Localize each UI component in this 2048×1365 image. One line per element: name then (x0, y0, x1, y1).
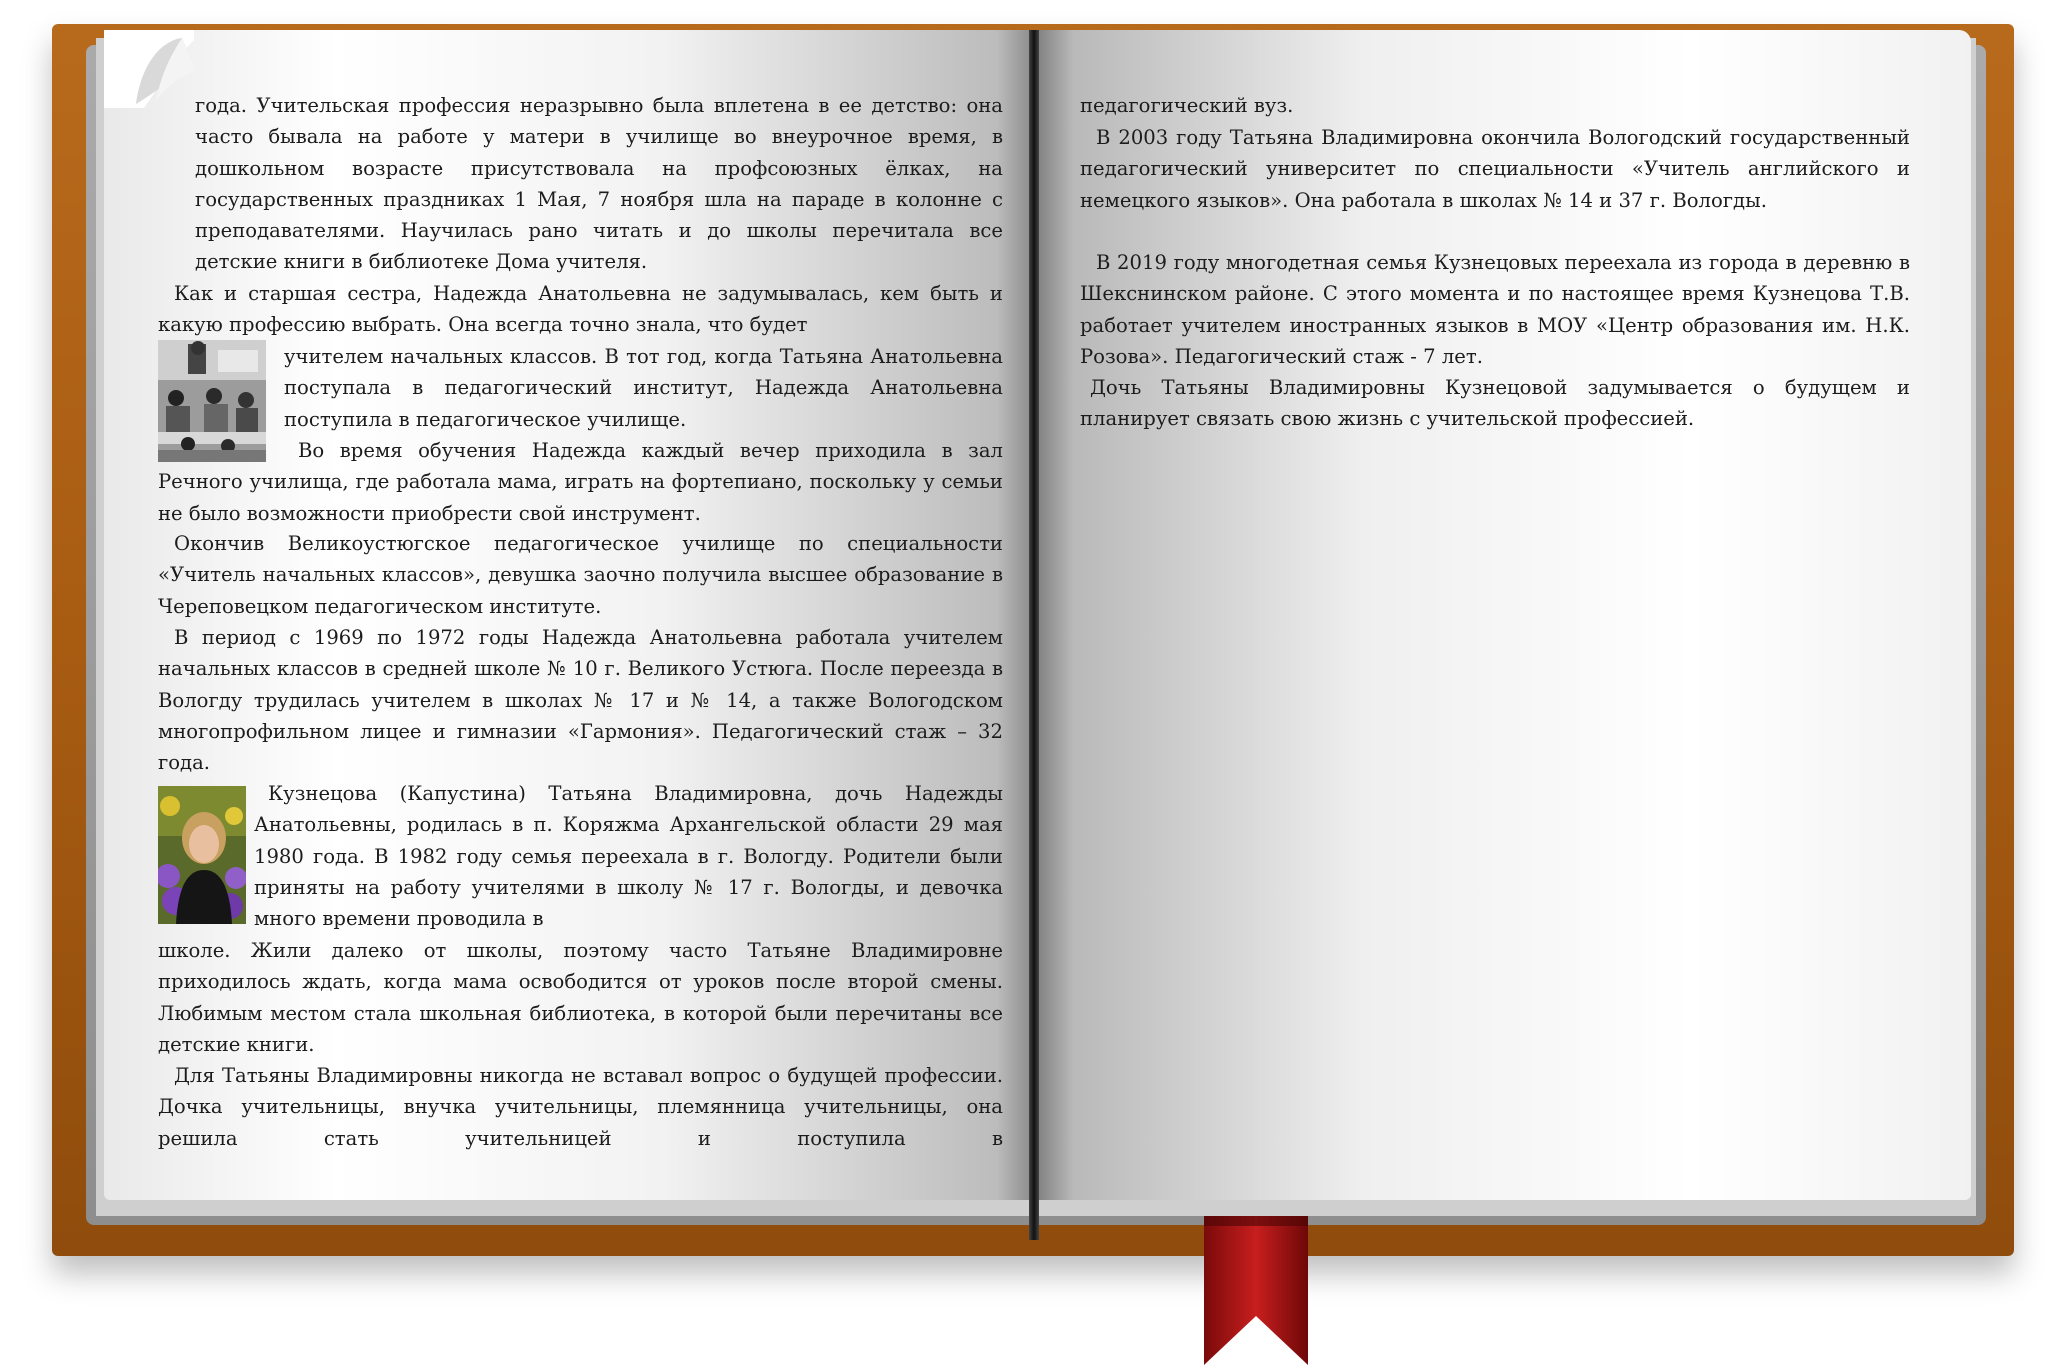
page-curl-icon (104, 30, 194, 110)
left-paragraph-2: Как и старшая сестра, Надежда Анатольевна не задумывалась, кем быть и какую профессию выбрать. Она всегда точно знала, что будет (158, 282, 1003, 337)
left-paragraph-9: Для Татьяны Владимировны никогда не вставал вопрос о будущей профессии. Дочка учительницы, внучка учительницы, племянница учительницы, она решила стать учительницей и поступила в (158, 1064, 1003, 1150)
left-paragraph-4: Во время обучения Надежда каждый вечер приходила в зал Речного училища, где работала мама, играть на фортепиано, поскольку у семьи не было возможности приобрести свой инструмент. (158, 439, 1003, 525)
bookmark-ribbon-icon (1204, 1216, 1308, 1365)
right-paragraph-3: В 2019 году многодетная семья Кузнецовых переехала из города в деревню в Шекснинском районе. С этого момента и по настоящее время Кузнецова Т.В. работает учителем иностранных языков в МОУ «Центр образования им. Н.К. Розова». Педагогический стаж - 7 лет. (1080, 251, 1910, 368)
left-paragraph-6: В период с 1969 по 1972 годы Надежда Анатольевна работала учителем начальных классов в средней школе № 10 г. Великого Устюга. После переезда в Вологду трудилась учителем в школах № 17 и № 14, а также Вологодском многопрофильном лицее и гимназии «Гармония». Педагогический стаж – 32 года. (158, 626, 1003, 775)
book-spine (1029, 30, 1039, 1240)
right-paragraph-1: педагогический вуз. (1080, 94, 1294, 117)
right-paragraph-4: Дочь Татьяны Владимировны Кузнецовой задумывается о будущем и планирует связать свою жизнь с учительской профессией. (1080, 376, 1910, 431)
portrait-photo (158, 786, 246, 924)
left-paragraph-3: учителем начальных классов. В тот год, когда Татьяна Анатольевна поступала в педагогический институт, Надежда Анатольевна поступила в педагогическое училище. (284, 345, 1003, 431)
left-paragraph-8: школе. Жили далеко от школы, поэтому часто Татьяне Владимировне приходилось ждать, когда мама освободится от уроков после второй смены. Любимым местом стала школьная библиотека, в которой были перечитаны все детские книги. (158, 939, 1003, 1056)
left-paragraph-5: Окончив Великоустюгское педагогическое училище по специальности «Учитель начальных классов», девушка заочно получила высшее образование в Череповецком педагогическом институте. (158, 532, 1003, 618)
left-paragraph-1: года. Учительская профессия неразрывно была вплетена в ее детство: она часто бывала на работе у матери в училище во внеурочное время, в дошкольном возрасте присутствовала на профсоюзных ёлках, на государственных праздниках 1 Мая, 7 ноября шла на параде в колонне с преподавателями. Научилась рано читать и до школы перечитала все детские книги в библиотеке Дома учителя. (195, 94, 1003, 274)
left-paragraph-7: Кузнецова (Капустина) Татьяна Владимировна, дочь Надежды Анатольевны, родилась в п. Коряжма Архангельской области 29 мая 1980 года. В 1982 году семья переехала в г. Вологду. Родители были приняты на работу учителями в школу № 17 г. Вологды, и девочка много времени проводила в (254, 782, 1003, 931)
right-paragraph-2: В 2003 году Татьяна Владимировна окончила Вологодский государственный педагогический университет по специальности «Учитель английского и немецкого языков». Она работала в школах № 14 и 37 г. Вологды. (1080, 126, 1910, 212)
